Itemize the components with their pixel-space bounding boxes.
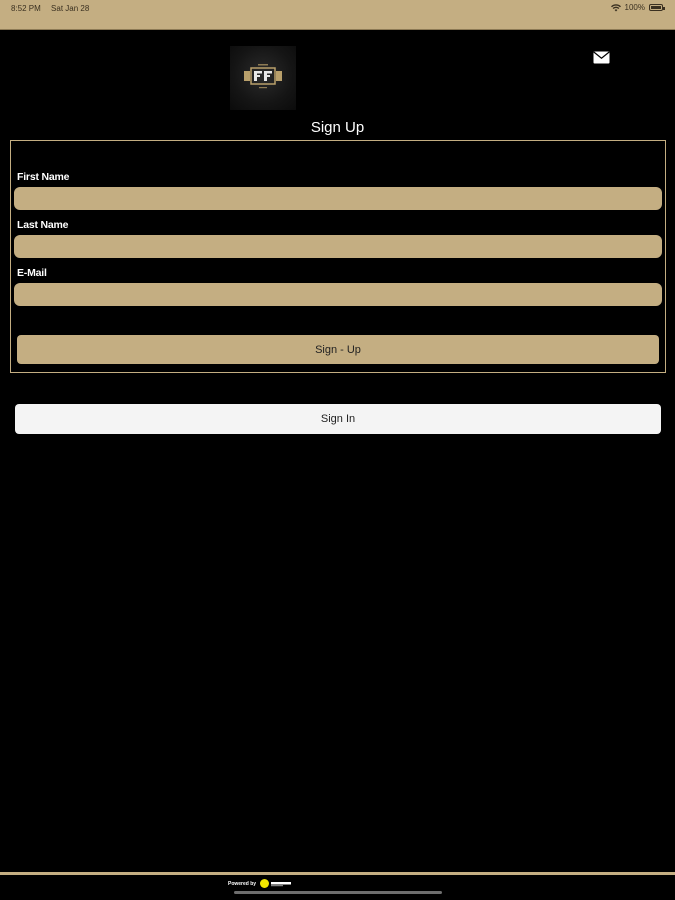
status-right xyxy=(611,3,663,12)
powered-by-label: Powered by xyxy=(228,880,257,887)
first-name-label: First Name xyxy=(17,171,70,183)
mail-icon[interactable] xyxy=(593,51,610,64)
brand-logo-icon xyxy=(260,879,293,888)
status-left xyxy=(11,4,97,13)
status-bar xyxy=(0,0,675,30)
signin-button[interactable]: Sign In xyxy=(15,404,661,434)
footer-divider xyxy=(0,872,675,875)
last-name-label: Last Name xyxy=(17,219,69,231)
status-time: 8:52 PM xyxy=(11,4,41,13)
email-input[interactable] xyxy=(14,283,662,306)
home-indicator xyxy=(234,891,442,894)
powered-by xyxy=(228,879,293,888)
wifi-icon xyxy=(611,4,621,12)
logo-icon xyxy=(230,46,296,110)
last-name-input[interactable] xyxy=(14,235,662,258)
brand-wordmark-icon xyxy=(271,881,293,887)
signup-button[interactable]: Sign - Up xyxy=(17,335,659,364)
first-name-input[interactable] xyxy=(14,187,662,210)
battery-percent: 100% xyxy=(624,3,645,12)
page-title: Sign Up xyxy=(310,119,365,136)
status-date: Sat Jan 28 xyxy=(51,4,90,13)
email-label: E-Mail xyxy=(17,267,47,279)
battery-icon xyxy=(649,4,663,11)
brand-dot-icon xyxy=(260,879,269,888)
